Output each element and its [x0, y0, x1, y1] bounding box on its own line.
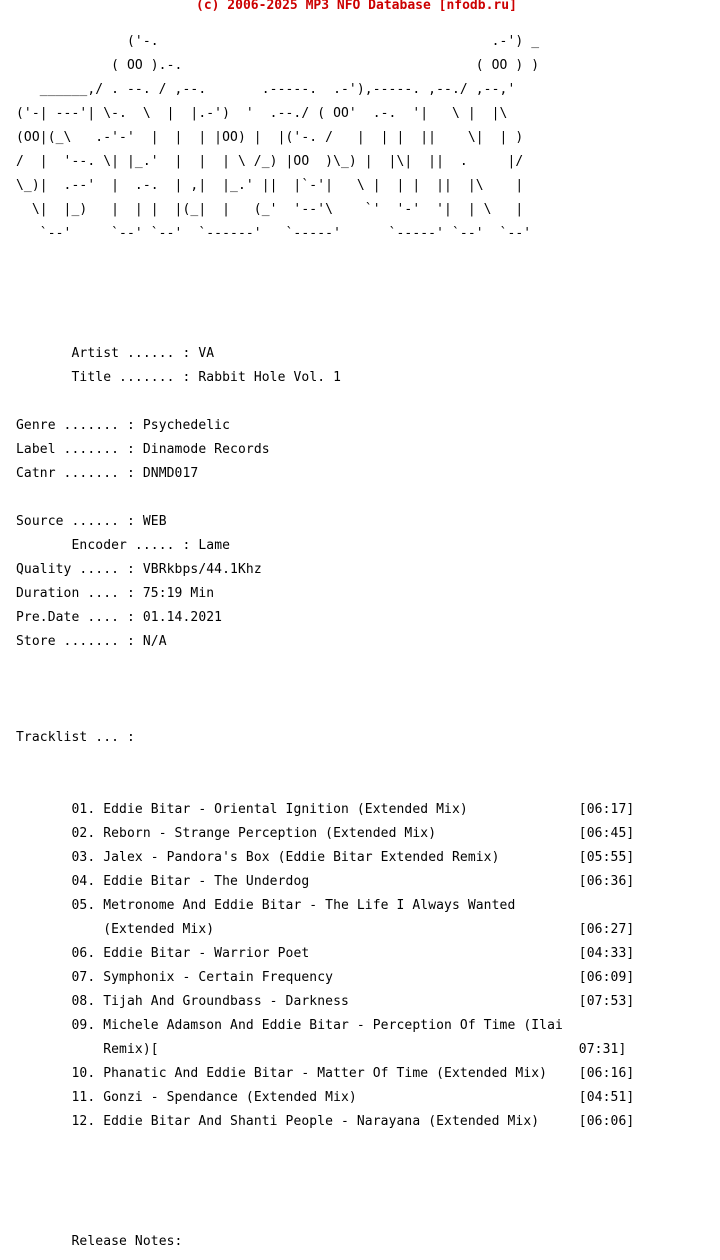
- track-line: Remix)[ 07:31]: [71, 1042, 627, 1057]
- track-line: 07. Symphonix - Certain Frequency [06:09]: [71, 970, 635, 985]
- label-label: Label ....... :: [16, 442, 135, 457]
- catnr-label: Catnr ....... :: [16, 466, 135, 481]
- encoder-value: Lame: [198, 538, 231, 553]
- track-line: 02. Reborn - Strange Perception (Extended Mix) [06:45]: [71, 826, 635, 841]
- artist-row: [16, 348, 634, 360]
- ascii-art-line: \| |_) | | | |(_| | (_' '--'\ `' '-' '| | \ |: [16, 202, 524, 217]
- catnr-value: DNMD017: [142, 466, 199, 481]
- track-line: 08. Tijah And Groundbass - Darkness [07:53]: [71, 994, 635, 1009]
- genre-value: Psychedelic: [142, 418, 231, 433]
- track-line: 12. Eddie Bitar And Shanti People - Narayana (Extended Mix) [06:06]: [71, 1114, 635, 1129]
- quality-value: VBRkbps/44.1Khz: [142, 562, 262, 577]
- nfodb-copyright-link[interactable]: (c) 2006-2025 MP3 NFO Database [nfodb.ru]: [196, 0, 517, 13]
- duration-label: Duration .... :: [16, 586, 135, 601]
- store-label: Store ....... :: [16, 634, 135, 649]
- title-label: Title ....... :: [71, 370, 191, 385]
- catnr-row: [16, 468, 634, 480]
- ascii-art-line: ('-. .-') _: [16, 34, 540, 49]
- ascii-art-line: ( OO ).-. ( OO ) ): [16, 58, 540, 73]
- ascii-art-line: `--' `--' `--' `------' `-----' `-----' `--' `--': [16, 226, 532, 241]
- genre-label: Genre ....... :: [16, 418, 135, 433]
- predate-value: 01.14.2021: [142, 610, 223, 625]
- store-row: [16, 636, 634, 648]
- track-line: 01. Eddie Bitar - Oriental Ignition (Extended Mix) [06:17]: [71, 802, 635, 817]
- source-row: [16, 516, 634, 528]
- track-line: 06. Eddie Bitar - Warrior Poet [04:33]: [71, 946, 635, 961]
- label-row: [16, 444, 634, 456]
- predate-row: [16, 612, 634, 624]
- encoder-label: Encoder ..... :: [71, 538, 191, 553]
- title-row: [16, 372, 634, 384]
- nfo-document: [16, 0, 634, 1260]
- ascii-art-line: / | '--. \| |_.' | | | \ /_) |OO )\_) | |\| || . |/: [16, 154, 524, 169]
- track-line: 04. Eddie Bitar - The Underdog [06:36]: [71, 874, 635, 889]
- source-label: Source ...... :: [16, 514, 135, 529]
- track-line: 03. Jalex - Pandora's Box (Eddie Bitar Extended Remix) [05:55]: [71, 850, 635, 865]
- track-line: 10. Phanatic And Eddie Bitar - Matter Of Time (Extended Mix) [06:16]: [71, 1066, 635, 1081]
- quality-row: [16, 564, 634, 576]
- genre-row: [16, 420, 634, 432]
- ascii-art-line: ('-| ---'| \-. \ | |.-') ' .--./ ( OO' .-. '| \ | |\: [16, 106, 508, 121]
- artist-label: Artist ...... :: [71, 346, 191, 361]
- track-line: 09. Michele Adamson And Eddie Bitar - Perception Of Time (Ilai: [71, 1018, 563, 1033]
- track-line: 05. Metronome And Eddie Bitar - The Life I Always Wanted: [71, 898, 516, 913]
- source-value: WEB: [142, 514, 167, 529]
- duration-row: [16, 588, 634, 600]
- artist-value: VA: [198, 346, 215, 361]
- track-line: 11. Gonzi - Spendance (Extended Mix) [04:51]: [71, 1090, 635, 1105]
- track-line: (Extended Mix) [06:27]: [71, 922, 635, 937]
- duration-value: 75:19 Min: [142, 586, 215, 601]
- encoder-row: [16, 540, 634, 552]
- ascii-art-line: \_)| .--' | .-. | ,| |_.' || |`-'| \ | | | || |\ |: [16, 178, 524, 193]
- quality-label: Quality ..... :: [16, 562, 135, 577]
- predate-label: Pre.Date .... :: [16, 610, 135, 625]
- ascii-art-line: ______,/ . --. / ,--. .-----. .-'),-----. ,--./ ,--,': [16, 82, 516, 97]
- tracklist-heading: Tracklist ... :: [16, 730, 135, 745]
- label-value: Dinamode Records: [142, 442, 270, 457]
- title-value: Rabbit Hole Vol. 1: [198, 370, 342, 385]
- release-notes-heading: Release Notes:: [71, 1234, 183, 1249]
- store-value: N/A: [142, 634, 167, 649]
- ascii-art-line: (OO|(_\ .-'-' | | | |OO) | |('-. / | | | || \| | ): [16, 130, 524, 145]
